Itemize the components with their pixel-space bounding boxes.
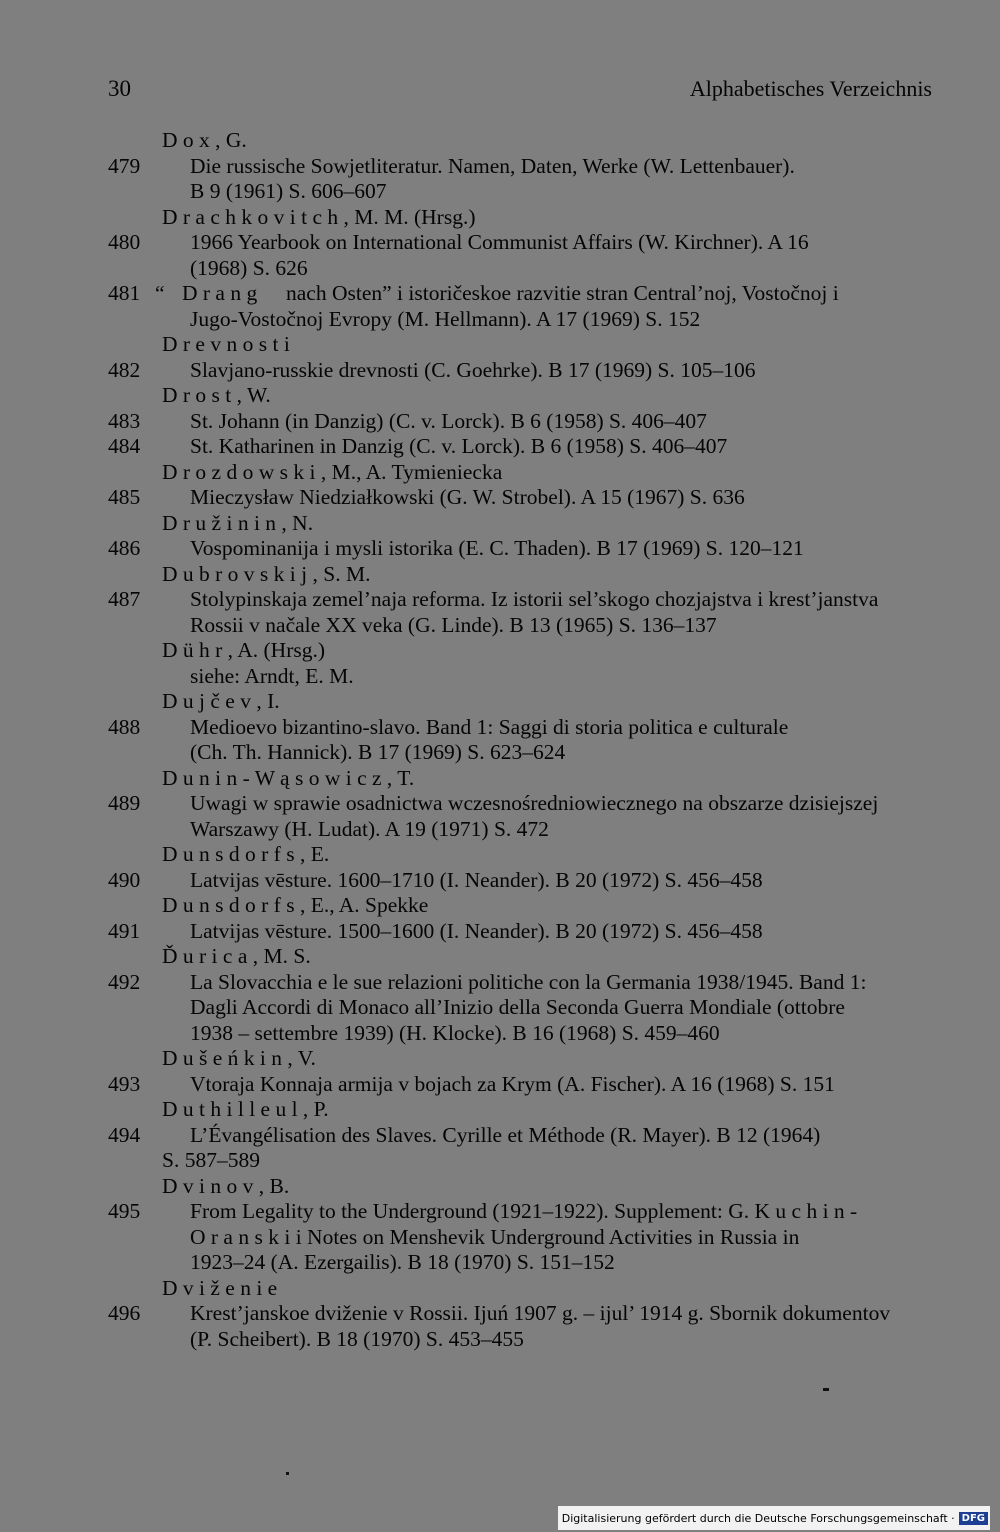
author-name: D r a c h k o v i t c h , M. M. (Hrsg.) [162, 204, 476, 229]
entry-line [108, 281, 958, 307]
author-name: D v i n o v , B. [162, 1173, 290, 1198]
author-heading [108, 383, 958, 409]
spaced-keyword: D r a n g [182, 281, 258, 305]
entry-continuation-text: B 9 (1961) S. 606–607 [190, 179, 387, 203]
entry-continuation [108, 995, 958, 1021]
entry-continuation [108, 1250, 958, 1276]
entry-continuation [108, 307, 958, 333]
author-heading [108, 689, 958, 715]
author-name: D r u ž i n i n , N. [162, 510, 314, 535]
page-number: 30 [108, 76, 131, 101]
entry-line [108, 919, 958, 945]
entry-line [108, 485, 958, 511]
entry-number: 483 [108, 408, 141, 433]
author-heading [108, 1097, 958, 1123]
entry-line [108, 1301, 958, 1327]
entry-number: 494 [108, 1122, 141, 1147]
entry-number: 496 [108, 1301, 141, 1325]
entry-text: St. Johann (in Danzig) (C. v. Lorck). B 6 (1958) S. 406–407 [190, 408, 707, 433]
entry-text: St. Katharinen in Danzig (C. v. Lorck). B 6 (1958) S. 406–407 [190, 434, 728, 458]
entry-text: Die russische Sowjetliteratur. Namen, Daten, Werke (W. Lettenbauer). [190, 153, 795, 178]
entry-text: nach Osten” i istoričeskoe razvitie stran Central’noj, Vostočnoj i [286, 281, 839, 305]
author-heading [108, 893, 958, 919]
print-speck [286, 1472, 289, 1475]
author-heading [108, 1174, 958, 1200]
entry-number: 485 [108, 485, 141, 509]
opening-quote: “ [155, 281, 165, 305]
author-heading [108, 766, 958, 792]
author-name: D u b r o v s k i j , S. M. [162, 561, 371, 586]
author-heading [108, 128, 958, 154]
entry-text: Medioevo bizantino-slavo. Band 1: Saggi di storia politica e culturale [190, 714, 789, 739]
entry-line [108, 1123, 958, 1149]
author-name: D u n i n - W ą s o w i c z , T. [162, 765, 415, 790]
entry-continuation-text: siehe: Arndt, E. M. [190, 663, 354, 688]
entry-continuation-text: 1938 – settembre 1939) (H. Klocke). B 16 (1968) S. 459–460 [190, 1020, 720, 1045]
entry-number: 480 [108, 230, 141, 254]
author-name: Ď u r i c a , M. S. [162, 944, 311, 968]
entry-number: 484 [108, 434, 141, 458]
entry-text: Slavjano-russkie drevnosti (C. Goehrke). B 17 (1969) S. 105–106 [190, 357, 756, 382]
print-speck [823, 1388, 829, 1391]
author-name: D u t h i l l e u l , P. [162, 1097, 329, 1121]
entry-text: Latvijas vēsture. 1500–1600 (I. Neander). B 20 (1972) S. 456–458 [190, 918, 763, 943]
entry-continuation [108, 1327, 958, 1353]
entry-continuation-text: S. 587–589 [162, 1148, 260, 1172]
entry-text: Latvijas vēsture. 1600–1710 (I. Neander). B 20 (1972) S. 456–458 [190, 867, 763, 892]
entry-line [108, 715, 958, 741]
entry-continuation-text: (P. Scheibert). B 18 (1970) S. 453–455 [190, 1326, 524, 1351]
dfg-logo: DFG [959, 1512, 988, 1525]
entry-continuation-text: (1968) S. 626 [190, 255, 308, 280]
entry-continuation-text: (Ch. Th. Hannick). B 17 (1969) S. 623–624 [190, 740, 566, 764]
entry-line [108, 434, 958, 460]
entry-continuation-text: 1923–24 (A. Ezergailis). B 18 (1970) S. 151–152 [190, 1250, 615, 1274]
entry-text: Krest’janskoe dviženie v Rossii. Ijuń 1907 g. – ijul’ 1914 g. Sbornik dokumentov [190, 1301, 891, 1325]
entry-continuation-text: Dagli Accordi di Monaco all’Inizio della Seconda Guerra Mondiale (ottobre [190, 995, 845, 1019]
entry-continuation [108, 1148, 958, 1174]
entry-line [108, 154, 958, 180]
entry-continuation [108, 613, 958, 639]
entry-text: La Slovacchia e le sue relazioni politiche con la Germania 1938/1945. Band 1: [190, 969, 867, 994]
entry-number: 482 [108, 357, 141, 382]
entry-continuation [108, 256, 958, 282]
author-heading [108, 1276, 958, 1302]
entry-line [108, 358, 958, 384]
index-entries [108, 128, 958, 1352]
entry-text: Vtoraja Konnaja armija v bojach za Krym (A. Fischer). A 16 (1968) S. 151 [190, 1071, 835, 1096]
entry-number: 479 [108, 153, 141, 178]
entry-line [108, 536, 958, 562]
entry-continuation-text: O r a n s k i i Notes on Menshevik Underground Activities in Russia in [190, 1224, 800, 1249]
author-name: D u š e ń k i n , V. [162, 1046, 316, 1070]
entry-line [108, 1072, 958, 1098]
entry-continuation-text: Warszawy (H. Ludat). A 19 (1971) S. 472 [190, 816, 549, 841]
author-heading [108, 638, 958, 664]
entry-line [108, 587, 958, 613]
author-heading [108, 562, 958, 588]
entry-continuation [108, 1225, 958, 1251]
entry-line [108, 791, 958, 817]
entry-continuation [108, 1021, 958, 1047]
entry-text: Stolypinskaja zemel’naja reforma. Iz istorii sel’skogo chozjajstva i krest’janstva [190, 587, 879, 611]
entry-text: From Legality to the Underground (1921–1922). Supplement: G. K u c h i n - [190, 1199, 858, 1223]
entry-number: 481 [108, 281, 141, 305]
entry-continuation-text: Rossii v načale XX veka (G. Linde). B 13 (1965) S. 136–137 [190, 612, 717, 637]
entry-number: 488 [108, 714, 141, 739]
author-name: D v i ž e n i e [162, 1275, 278, 1300]
entry-number: 486 [108, 536, 141, 560]
entry-continuation [108, 179, 958, 205]
entry-number: 495 [108, 1199, 141, 1223]
entry-number: 487 [108, 587, 141, 611]
entry-text: L’Évangélisation des Slaves. Cyrille et Méthode (R. Mayer). B 12 (1964) [190, 1122, 821, 1147]
entry-number: 490 [108, 867, 141, 892]
entry-line [108, 230, 958, 256]
author-name: D u j č e v , I. [162, 689, 280, 713]
author-heading [108, 944, 958, 970]
author-heading [108, 332, 958, 358]
author-heading [108, 460, 958, 486]
author-name: D r o z d o w s k i , M., A. Tymieniecka [162, 459, 503, 484]
entry-line [108, 409, 958, 435]
entry-text: 1966 Yearbook on International Communist Affairs (W. Kirchner). A 16 [190, 230, 809, 254]
author-heading [108, 842, 958, 868]
running-head: Alphabetisches Verzeichnis [689, 76, 932, 101]
entry-continuation-text: Jugo-Vostočnoj Evropy (M. Hellmann). A 17 (1969) S. 152 [190, 306, 701, 331]
entry-text: Vospominanija i mysli istorika (E. C. Thaden). B 17 (1969) S. 120–121 [190, 536, 804, 560]
page-header [108, 76, 932, 106]
author-name: D u n s d o r f s , E., A. Spekke [162, 893, 429, 917]
author-heading [108, 205, 958, 231]
entry-continuation [108, 817, 958, 843]
entry-number: 491 [108, 918, 141, 943]
entry-number: 489 [108, 791, 141, 815]
entry-line [108, 970, 958, 996]
entry-text: Mieczysław Niedziałkowski (G. W. Strobel). A 15 (1967) S. 636 [190, 485, 745, 509]
credit-text: Digitalisierung gefördert durch die Deutsche Forschungsgemeinschaft · [561, 1511, 955, 1525]
entry-number: 493 [108, 1071, 141, 1096]
entry-line [108, 868, 958, 894]
author-name: D o x , G. [162, 128, 247, 152]
author-heading [108, 511, 958, 537]
author-name: D r o s t , W. [162, 383, 271, 407]
entry-text: Uwagi w sprawie osadnictwa wczesnośredniowiecznego na obszarze dzisiejszej [190, 791, 879, 815]
author-name: D r e v n o s t i [162, 332, 290, 356]
entry-continuation [108, 740, 958, 766]
author-name: D u n s d o r f s , E. [162, 842, 330, 866]
author-name: D ü h r , A. (Hrsg.) [162, 638, 326, 662]
entry-continuation [108, 664, 958, 690]
entry-line [108, 1199, 958, 1225]
author-heading [108, 1046, 958, 1072]
digitization-credit [558, 1506, 990, 1530]
entry-number: 492 [108, 969, 141, 994]
